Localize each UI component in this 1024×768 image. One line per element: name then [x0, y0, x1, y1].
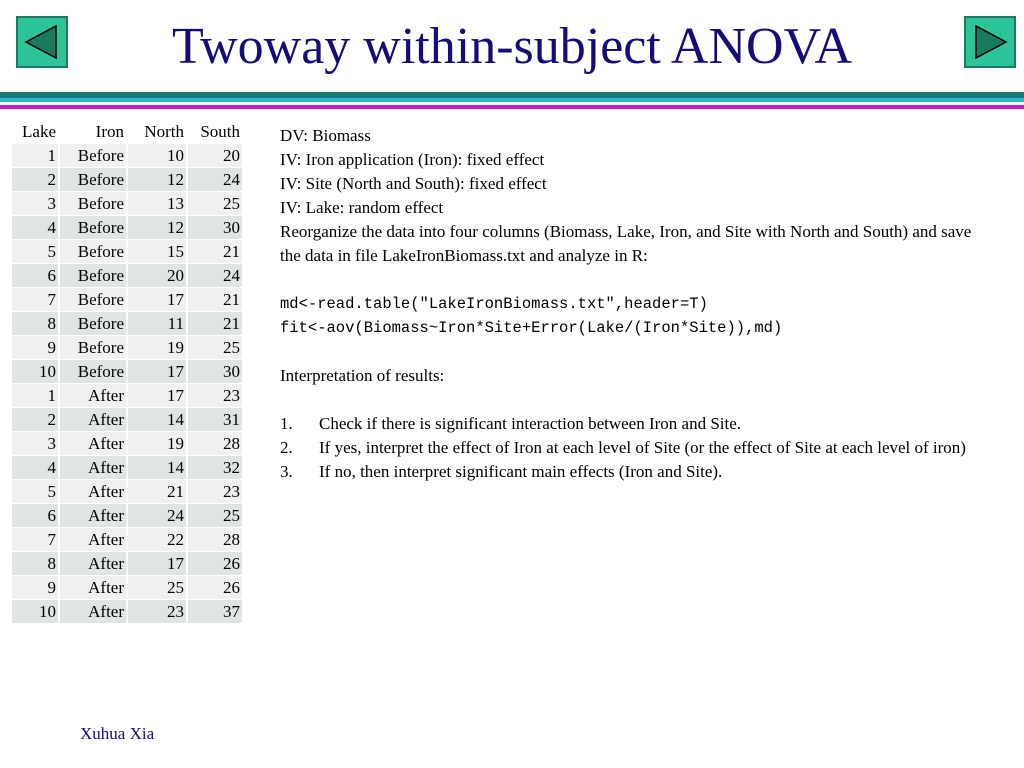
cell-lake: 9 — [12, 336, 58, 359]
cell-north: 12 — [128, 168, 186, 191]
cell-south: 32 — [188, 456, 242, 479]
table-row — [12, 432, 242, 455]
cell-north: 24 — [128, 504, 186, 527]
cell-iron: After — [60, 480, 126, 503]
table-row — [12, 216, 242, 239]
step-number: 3. — [280, 462, 293, 481]
cell-iron: After — [60, 576, 126, 599]
step-number: 2. — [280, 438, 293, 457]
cell-south: 23 — [188, 384, 242, 407]
cell-lake: 7 — [12, 288, 58, 311]
cell-south: 24 — [188, 264, 242, 287]
cell-south: 25 — [188, 336, 242, 359]
cell-iron: After — [60, 408, 126, 431]
table-header-row — [12, 120, 242, 143]
cell-south: 24 — [188, 168, 242, 191]
table-row — [12, 552, 242, 575]
iv-lake-text: IV: Lake: random effect — [280, 198, 444, 217]
cell-iron: Before — [60, 240, 126, 263]
interpretation-steps — [280, 412, 980, 484]
cell-iron: Before — [60, 168, 126, 191]
table-row — [12, 336, 242, 359]
cell-lake: 1 — [12, 144, 58, 167]
cell-south: 21 — [188, 240, 242, 263]
cell-iron: After — [60, 504, 126, 527]
cell-north: 19 — [128, 336, 186, 359]
cell-south: 28 — [188, 432, 242, 455]
cell-south: 21 — [188, 312, 242, 335]
code-line-read-table: md<-read.table("LakeIronBiomass.txt",header=T) — [280, 295, 708, 313]
cell-north: 19 — [128, 432, 186, 455]
cell-south: 28 — [188, 528, 242, 551]
divider-cyan — [0, 98, 1024, 102]
step-text: If no, then interpret significant main effects (Iron and Site). — [319, 462, 723, 481]
cell-iron: Before — [60, 312, 126, 335]
cell-north: 21 — [128, 480, 186, 503]
biomass-table — [10, 119, 244, 624]
table-row — [12, 504, 242, 527]
iv-iron-text: IV: Iron application (Iron): fixed effect — [280, 150, 545, 169]
column-header-iron: Iron — [60, 120, 126, 143]
cell-lake: 9 — [12, 576, 58, 599]
list-item — [280, 436, 980, 460]
next-slide-button[interactable] — [964, 16, 1016, 68]
cell-lake: 10 — [12, 600, 58, 623]
reorganize-text: Reorganize the data into four columns (Biomass, Lake, Iron, and Site with North and South) and save the data in file LakeIronBiomass.txt and analyze in R: — [280, 222, 972, 265]
cell-south: 37 — [188, 600, 242, 623]
cell-iron: After — [60, 432, 126, 455]
cell-lake: 6 — [12, 264, 58, 287]
table-row — [12, 576, 242, 599]
cell-iron: Before — [60, 360, 126, 383]
cell-iron: After — [60, 384, 126, 407]
cell-south: 20 — [188, 144, 242, 167]
spacer — [280, 268, 980, 292]
cell-south: 31 — [188, 408, 242, 431]
slide-title: Twoway within-subject ANOVA — [171, 18, 852, 75]
cell-lake: 10 — [12, 360, 58, 383]
step-number: 1. — [280, 414, 293, 433]
iv-site-text: IV: Site (North and South): fixed effect — [280, 174, 547, 193]
table-row — [12, 528, 242, 551]
table-row — [12, 600, 242, 623]
cell-north: 17 — [128, 384, 186, 407]
cell-iron: After — [60, 528, 126, 551]
cell-iron: Before — [60, 288, 126, 311]
cell-south: 21 — [188, 288, 242, 311]
cell-iron: Before — [60, 192, 126, 215]
table-row — [12, 480, 242, 503]
cell-iron: After — [60, 456, 126, 479]
table-body — [12, 144, 242, 623]
table-row — [12, 312, 242, 335]
list-item — [280, 412, 980, 436]
cell-lake: 1 — [12, 384, 58, 407]
content-panel — [280, 124, 980, 484]
cell-lake: 7 — [12, 528, 58, 551]
cell-north: 11 — [128, 312, 186, 335]
cell-north: 25 — [128, 576, 186, 599]
cell-south: 25 — [188, 192, 242, 215]
cell-north: 17 — [128, 360, 186, 383]
cell-south: 26 — [188, 552, 242, 575]
table-row — [12, 456, 242, 479]
table-row — [12, 192, 242, 215]
column-header-north: North — [128, 120, 186, 143]
list-item — [280, 460, 980, 484]
cell-south: 23 — [188, 480, 242, 503]
table-row — [12, 240, 242, 263]
cell-north: 15 — [128, 240, 186, 263]
triangle-right-icon — [966, 18, 1014, 66]
column-header-south: South — [188, 120, 242, 143]
table-row — [12, 288, 242, 311]
table-row — [12, 168, 242, 191]
cell-south: 26 — [188, 576, 242, 599]
cell-north: 23 — [128, 600, 186, 623]
cell-south: 25 — [188, 504, 242, 527]
table-row — [12, 360, 242, 383]
interpretation-heading: Interpretation of results: — [280, 366, 445, 385]
table-row — [12, 264, 242, 287]
cell-lake: 3 — [12, 432, 58, 455]
cell-north: 22 — [128, 528, 186, 551]
cell-lake: 6 — [12, 504, 58, 527]
cell-north: 14 — [128, 408, 186, 431]
code-line-aov: fit<-aov(Biomass~Iron*Site+Error(Lake/(Iron*Site)),md) — [280, 319, 783, 337]
step-text: If yes, interpret the effect of Iron at each level of Site (or the effect of Site at each level of iron) — [319, 438, 966, 457]
cell-iron: After — [60, 600, 126, 623]
spacer — [280, 340, 980, 364]
cell-lake: 2 — [12, 168, 58, 191]
cell-south: 30 — [188, 216, 242, 239]
cell-lake: 4 — [12, 456, 58, 479]
cell-iron: Before — [60, 264, 126, 287]
cell-iron: Before — [60, 144, 126, 167]
column-header-lake: Lake — [12, 120, 58, 143]
cell-lake: 3 — [12, 192, 58, 215]
cell-lake: 8 — [12, 552, 58, 575]
cell-lake: 2 — [12, 408, 58, 431]
cell-lake: 5 — [12, 480, 58, 503]
table-row — [12, 408, 242, 431]
cell-north: 10 — [128, 144, 186, 167]
cell-north: 17 — [128, 288, 186, 311]
divider-magenta — [0, 105, 1024, 109]
step-text: Check if there is significant interaction between Iron and Site. — [319, 414, 742, 433]
cell-lake: 4 — [12, 216, 58, 239]
cell-north: 20 — [128, 264, 186, 287]
cell-lake: 5 — [12, 240, 58, 263]
cell-north: 12 — [128, 216, 186, 239]
cell-north: 13 — [128, 192, 186, 215]
cell-north: 14 — [128, 456, 186, 479]
table-row — [12, 384, 242, 407]
cell-iron: Before — [60, 216, 126, 239]
dv-text: DV: Biomass — [280, 126, 371, 145]
author-footer: Xuhua Xia — [80, 724, 155, 743]
cell-north: 17 — [128, 552, 186, 575]
table-row — [12, 144, 242, 167]
cell-south: 30 — [188, 360, 242, 383]
cell-iron: Before — [60, 336, 126, 359]
cell-lake: 8 — [12, 312, 58, 335]
cell-iron: After — [60, 552, 126, 575]
spacer — [280, 388, 980, 412]
